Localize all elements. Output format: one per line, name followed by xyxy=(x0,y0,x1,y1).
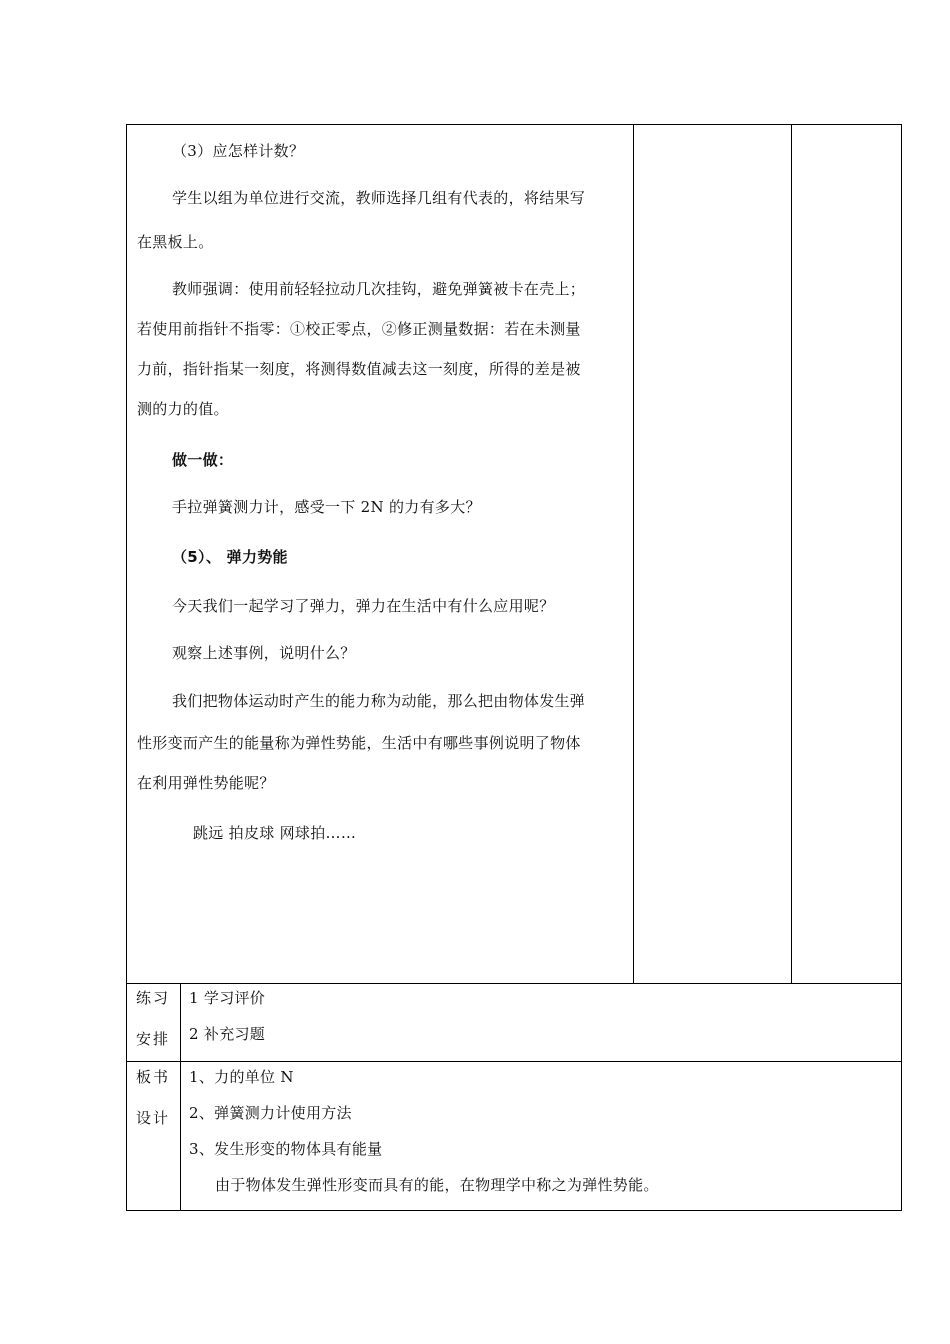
board-item-3: 3、发生形变的物体具有能量 xyxy=(189,1140,383,1158)
paragraph-teacher-emphasis-cont-3: 测的力的值。 xyxy=(137,400,229,418)
practice-label-line1: 练习 xyxy=(136,989,171,1007)
board-label-line1: 板书 xyxy=(136,1068,171,1086)
paragraph-kinetic-energy: 我们把物体运动时产生的能力称为动能，那么把由物体发生弹 xyxy=(172,692,586,710)
heading-do-it: 做一做： xyxy=(172,451,234,469)
practice-label-line2: 安排 xyxy=(136,1030,171,1048)
paragraph-student-exchange-cont: 在黑板上。 xyxy=(137,233,214,251)
paragraph-teacher-emphasis-cont-2: 力前，指针指某一刻度，将测得数值减去这一刻度，所得的差是被 xyxy=(137,360,581,378)
board-item-4: 由于物体发生弹性形变而具有的能，在物理学中称之为弹性势能。 xyxy=(215,1176,659,1194)
column-divider-2 xyxy=(791,124,792,984)
board-item-1: 1、力的单位 N xyxy=(189,1068,294,1086)
paragraph-question-3: （3）应怎样计数？ xyxy=(172,142,305,160)
board-item-2: 2、弹簧测力计使用方法 xyxy=(189,1104,352,1122)
heading-elastic-potential: （5）、 弹力势能 xyxy=(172,548,288,566)
label-column-divider xyxy=(180,983,181,1211)
table-border-right xyxy=(901,124,902,1211)
row-divider-main xyxy=(126,983,902,984)
column-divider-1 xyxy=(633,124,634,984)
paragraph-observe: 观察上述事例，说明什么？ xyxy=(172,644,356,662)
paragraph-kinetic-energy-cont-2: 在利用弹性势能呢？ xyxy=(137,774,275,792)
practice-item-1: 1 学习评价 xyxy=(189,989,266,1007)
paragraph-student-exchange: 学生以组为单位进行交流，教师选择几组有代表的，将结果写 xyxy=(172,189,586,207)
paragraph-examples: 跳远 拍皮球 网球拍…… xyxy=(193,824,357,842)
table-border-bottom xyxy=(126,1210,902,1211)
paragraph-kinetic-energy-cont-1: 性形变而产生的能量称为弹性势能，生活中有哪些事例说明了物体 xyxy=(137,734,581,752)
table-border-top xyxy=(126,124,902,125)
table-border-left xyxy=(126,124,127,1211)
board-label-line2: 设计 xyxy=(136,1109,171,1127)
paragraph-today-learned: 今天我们一起学习了弹力，弹力在生活中有什么应用呢？ xyxy=(172,597,555,615)
practice-item-2: 2 补充习题 xyxy=(189,1025,266,1043)
paragraph-teacher-emphasis-cont-1: 若使用前指针不指零：①校正零点，②修正测量数据：若在未测量 xyxy=(137,320,581,338)
paragraph-teacher-emphasis: 教师强调：使用前轻轻拉动几次挂钩，避免弹簧被卡在壳上； xyxy=(172,280,586,298)
paragraph-pull-spring: 手拉弹簧测力计，感受一下 2N 的力有多大？ xyxy=(172,498,481,516)
row-divider-practice xyxy=(126,1061,902,1062)
